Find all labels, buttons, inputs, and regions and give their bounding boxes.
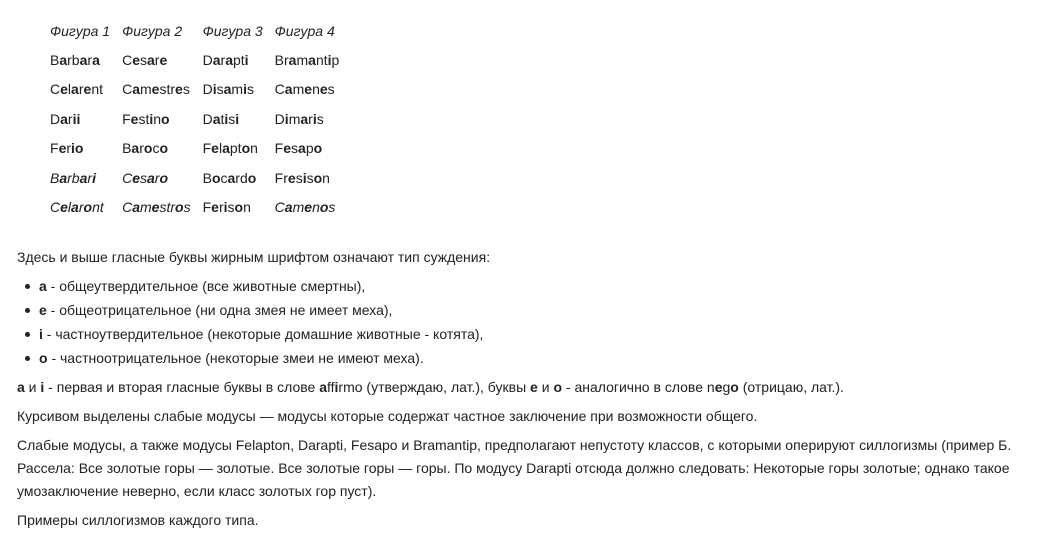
type-description: - частноотрицательное (некоторые змеи не имеют меха). — [47, 350, 424, 366]
mood-vowel: a — [92, 51, 100, 68]
mood-vowel: o — [161, 110, 170, 127]
type-letter: i — [39, 326, 43, 342]
mood-fragment: r — [218, 199, 224, 216]
mood-fragment: m — [292, 81, 305, 98]
type-description: - общеотрицательное (ни одна змея не имеет меха), — [46, 302, 393, 318]
mood-fragment: s — [183, 199, 191, 216]
mood-fragment: m — [140, 81, 152, 98]
mood-fragment: s — [228, 110, 236, 127]
mood-fragment: nt — [315, 51, 328, 68]
mood-fragment: r — [308, 110, 313, 127]
mood-vowel: e — [60, 81, 68, 98]
mood-vowel: i — [76, 110, 81, 127]
table-row — [44, 104, 345, 134]
mood-cell — [197, 193, 269, 223]
mood-vowel: a — [59, 169, 68, 186]
table-body — [44, 45, 345, 222]
mood-vowel: a — [298, 140, 306, 157]
mood-vowel: e — [130, 110, 139, 127]
type-description: - общеутвердительное (все животные смертны), — [46, 278, 366, 294]
latin-note-text: - первая и вторая гласные буквы в слове — [44, 379, 320, 395]
mood-fragment: Br — [274, 51, 289, 68]
mood-vowel: a — [288, 51, 297, 68]
mood-fragment: D — [202, 81, 213, 98]
mood-fragment: C — [122, 81, 133, 98]
mood-fragment: C — [50, 81, 61, 98]
table-row — [44, 163, 345, 193]
mood-vowel: a — [225, 51, 233, 68]
list-item — [39, 298, 1047, 322]
mood-cell — [44, 45, 116, 75]
mood-vowel: e — [211, 140, 219, 157]
mood-cell — [116, 134, 197, 164]
mood-vowel: e — [132, 169, 140, 186]
mood-vowel: i — [312, 110, 317, 127]
italic-note: Курсивом выделены слабые модусы — модусы которые содержат частное заключение при возможности общего. — [17, 408, 758, 424]
mood-cell — [44, 163, 116, 193]
mood-fragment: r — [67, 110, 73, 127]
mood-fragment: F — [274, 140, 284, 157]
mood-vowel: a — [132, 199, 140, 216]
mood-vowel: i — [243, 81, 247, 98]
mood-vowel: a — [308, 51, 316, 68]
mood-vowel: a — [227, 169, 236, 186]
mood-vowel: a — [71, 199, 79, 216]
mood-vowel: a — [79, 51, 88, 68]
table-row — [44, 75, 345, 105]
mood-vowel: o — [241, 140, 251, 157]
mood-fragment: B — [50, 51, 60, 68]
mood-vowel: a — [132, 81, 140, 98]
mood-vowel: a — [212, 51, 221, 68]
mood-vowel: o — [247, 169, 257, 186]
mood-fragment: r — [220, 51, 226, 68]
mood-fragment: C — [122, 169, 133, 186]
mood-fragment: r — [66, 140, 72, 157]
examples-note: Примеры силлогизмов каждого типа. — [17, 512, 259, 528]
list-item — [39, 346, 1047, 370]
mood-vowel: a — [147, 169, 155, 186]
mood-fragment: nt — [91, 81, 103, 98]
mood-fragment: D — [274, 110, 285, 127]
table-header-cell: Фигура 4 — [274, 23, 335, 39]
mood-fragment: B — [50, 169, 60, 186]
type-letter: e — [39, 302, 47, 318]
mood-fragment: s — [295, 169, 303, 186]
table-row — [44, 45, 345, 75]
mood-cell — [269, 45, 346, 75]
mood-vowel: a — [79, 169, 88, 186]
mood-fragment: nt — [92, 199, 104, 216]
mood-fragment: C — [50, 199, 61, 216]
mood-cell — [116, 75, 197, 105]
table-header-cell: Фигура 2 — [122, 23, 183, 39]
mood-vowel: a — [131, 140, 140, 157]
mood-fragment: l — [218, 140, 223, 157]
mood-vowel: e — [211, 199, 219, 216]
mood-vowel: a — [59, 51, 68, 68]
mood-vowel: e — [159, 51, 168, 68]
mood-fragment: s — [140, 51, 147, 68]
vowel-i: i — [40, 379, 45, 395]
mood-fragment: p — [331, 51, 340, 68]
mood-vowel: e — [319, 81, 328, 98]
mood-fragment: B — [202, 169, 212, 186]
mood-vowel: e — [304, 81, 313, 98]
vowel-a: a — [17, 379, 25, 395]
mood-fragment: F — [202, 140, 212, 157]
mood-fragment: m — [296, 51, 309, 68]
mood-fragment: n — [250, 140, 258, 157]
nego-e: e — [714, 379, 723, 395]
mood-cell — [269, 134, 346, 164]
mood-fragment: F — [50, 140, 59, 157]
mood-cell — [116, 193, 197, 223]
table-header-cell: Фигура 1 — [50, 23, 111, 39]
mood-fragment: s — [182, 81, 190, 98]
mood-cell — [269, 75, 346, 105]
mood-vowel: i — [212, 81, 217, 98]
nego-o: o — [730, 379, 739, 395]
mood-fragment: s — [227, 199, 235, 216]
affirmo-ff: ff — [327, 379, 335, 395]
mood-fragment: st — [138, 110, 150, 127]
mood-vowel: o — [159, 140, 169, 157]
mood-vowel: o — [159, 169, 169, 186]
table-header-row — [44, 17, 345, 45]
mood-fragment: l — [67, 199, 72, 216]
mood-vowel: a — [71, 81, 79, 98]
mood-vowel: o — [211, 169, 221, 186]
mood-fragment: C — [122, 51, 133, 68]
mood-fragment: r — [154, 169, 160, 186]
latin-note-text: - аналогично в слове — [562, 379, 707, 395]
mood-fragment: pt — [232, 51, 245, 68]
mood-vowel: i — [327, 51, 332, 68]
mood-vowel: o — [313, 169, 323, 186]
mood-fragment: D — [202, 51, 213, 68]
mood-fragment: pt — [229, 140, 242, 157]
mood-vowel: o — [319, 199, 329, 216]
mood-fragment: s — [327, 81, 335, 98]
latin-note-text: (утверждаю, лат.), буквы — [362, 379, 531, 395]
mood-cell — [197, 104, 269, 134]
mood-cell — [44, 75, 116, 105]
mood-vowel: a — [284, 81, 293, 98]
mood-fragment: rb — [67, 51, 80, 68]
mood-cell — [269, 193, 346, 223]
mood-fragment: str — [159, 81, 176, 98]
nego-g: g — [722, 379, 731, 395]
mood-fragment: F — [202, 199, 212, 216]
mood-vowel: e — [151, 199, 160, 216]
mood-fragment: D — [50, 110, 61, 127]
type-letter: a — [39, 278, 47, 294]
mood-cell — [269, 163, 346, 193]
judgment-types-list — [17, 274, 1047, 370]
mood-fragment: r — [139, 140, 144, 157]
mood-vowel: i — [92, 169, 96, 186]
mood-fragment: Fr — [274, 169, 288, 186]
latin-note-text: (отрицаю, лат.). — [738, 379, 844, 395]
mood-vowel: a — [284, 199, 293, 216]
nego-n: n — [706, 379, 715, 395]
mood-vowel: i — [224, 110, 229, 127]
mood-vowel: e — [83, 81, 92, 98]
mood-fragment: s — [328, 199, 336, 216]
mood-fragment: m — [292, 199, 305, 216]
list-item — [39, 274, 1047, 298]
mood-fragment: rd — [235, 169, 248, 186]
affirmo-rmo: rmo — [338, 379, 363, 395]
mood-fragment: r — [78, 199, 84, 216]
mood-fragment: s — [246, 81, 254, 98]
mood-fragment: s — [316, 110, 324, 127]
mood-vowel: a — [212, 110, 221, 127]
mood-cell — [44, 193, 116, 223]
mood-vowel: e — [175, 81, 183, 98]
vowel-e: e — [530, 379, 538, 395]
mood-fragment: t — [220, 110, 225, 127]
mood-fragment: C — [274, 199, 285, 216]
mood-vowel: a — [60, 110, 68, 127]
table-header-cell: Фигура 3 — [202, 23, 263, 39]
mood-fragment: n — [312, 81, 320, 98]
mood-fragment: m — [288, 110, 301, 127]
mood-fragment: str — [159, 199, 176, 216]
mood-fragment: B — [122, 140, 132, 157]
mood-vowel: a — [223, 81, 232, 98]
mood-cell — [269, 104, 346, 134]
mood-cell — [116, 163, 197, 193]
mood-cell — [197, 134, 269, 164]
mood-vowel: i — [284, 110, 289, 127]
mood-fragment: r — [87, 169, 93, 186]
intro-text: Здесь и выше гласные буквы жирным шрифтом означают тип суждения: — [17, 249, 491, 265]
mood-vowel: o — [143, 140, 153, 157]
mood-fragment: C — [274, 81, 285, 98]
mood-vowel: i — [72, 110, 77, 127]
mood-vowel: a — [300, 110, 309, 127]
mood-fragment: s — [140, 169, 147, 186]
type-description: - частноутвердительное (некоторые домашние животные - котята), — [42, 326, 484, 342]
mood-cell — [116, 45, 197, 75]
mood-fragment: m — [231, 81, 244, 98]
mood-fragment: c — [220, 169, 228, 186]
mood-vowel: o — [74, 140, 84, 157]
mood-fragment: rb — [67, 169, 80, 186]
mood-fragment: s — [216, 81, 224, 98]
syllogism-moods-table — [44, 17, 345, 222]
mood-cell — [197, 75, 269, 105]
mood-vowel: o — [313, 140, 323, 157]
mood-vowel: e — [132, 51, 140, 68]
mood-cell — [197, 163, 269, 193]
mood-cell — [44, 134, 116, 164]
mood-vowel: o — [234, 199, 244, 216]
mood-vowel: o — [175, 199, 184, 216]
latin-note-text: и — [537, 379, 554, 395]
mood-fragment: D — [202, 110, 213, 127]
mood-fragment: l — [67, 81, 72, 98]
affirmo-i: i — [334, 379, 339, 395]
mood-fragment: n — [312, 199, 320, 216]
mood-fragment: r — [154, 51, 160, 68]
vowel-o: o — [553, 379, 562, 395]
mood-vowel: a — [222, 140, 230, 157]
mood-vowel: e — [287, 169, 296, 186]
list-item — [39, 322, 1047, 346]
mood-fragment: p — [305, 140, 314, 157]
weak-moods-note: Слабые модусы, а также модусы Felapton, Darapti, Fesapo и Bramantip, предполагают непустоту классов, с которыми оперируют силлогизмы (пример Б. Рассела: Все золотые горы — золотые. Все золотые горы — горы. По модусу Darapti отсюда должно следовать: Некоторые горы золотые; однако такое умозаключение неверно, если класс золотых гор пуст). — [17, 437, 1012, 499]
mood-vowel: i — [235, 110, 240, 127]
latin-note-text: и — [24, 379, 41, 395]
mood-fragment: s — [306, 169, 314, 186]
latin-note — [17, 376, 1047, 399]
mood-vowel: i — [244, 51, 249, 68]
mood-vowel: e — [60, 199, 68, 216]
mood-cell — [197, 45, 269, 75]
mood-vowel: e — [151, 81, 160, 98]
mood-vowel: o — [83, 199, 93, 216]
mood-fragment: F — [122, 110, 131, 127]
explanation-block — [17, 246, 1047, 538]
mood-fragment: c — [152, 140, 160, 157]
mood-fragment: C — [122, 199, 133, 216]
mood-vowel: e — [304, 199, 313, 216]
mood-fragment: n — [322, 169, 330, 186]
mood-vowel: i — [71, 140, 75, 157]
mood-fragment: n — [153, 110, 162, 127]
mood-cell — [116, 104, 197, 134]
mood-fragment: m — [140, 199, 152, 216]
mood-vowel: i — [302, 169, 307, 186]
mood-cell — [44, 104, 116, 134]
table-row — [44, 134, 345, 164]
mood-vowel: e — [58, 140, 67, 157]
mood-fragment: r — [87, 51, 93, 68]
mood-fragment: r — [78, 81, 84, 98]
mood-fragment: s — [291, 140, 299, 157]
table-row — [44, 193, 345, 223]
mood-fragment: n — [243, 199, 251, 216]
mood-vowel: i — [149, 110, 154, 127]
mood-vowel: e — [283, 140, 292, 157]
mood-vowel: i — [223, 199, 228, 216]
affirmo-a: a — [319, 379, 327, 395]
mood-vowel: a — [147, 51, 155, 68]
type-letter: o — [39, 350, 48, 366]
